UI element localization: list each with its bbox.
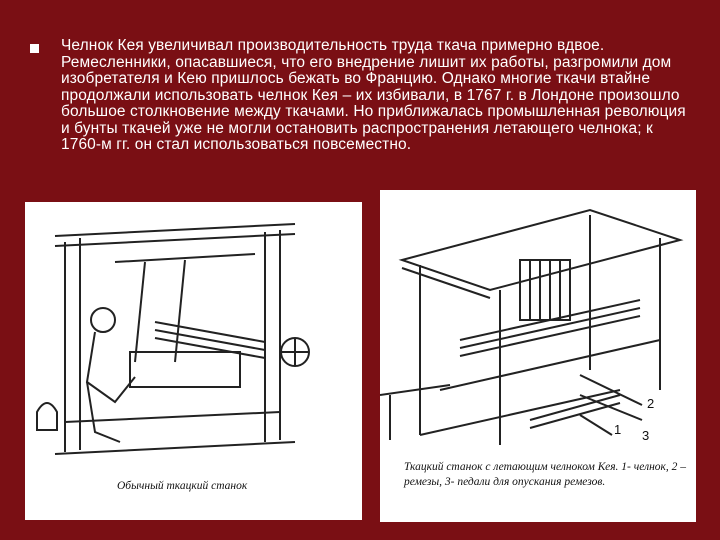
callout-3: 3: [642, 428, 650, 443]
flying-shuttle-loom-illustration: [380, 190, 696, 450]
kay-loom-figure: [380, 190, 696, 522]
callout-2: 2: [647, 396, 655, 411]
body-text: Челнок Кея увеличивал производительность труда ткача примерно вдвое. Ремесленники, опасавшиеся, что его внедрение лишит их работы, разгромили дом изобретателя и Кею пришлось бежать во Францию. Однако многие ткачи втайне продолжали использовать челнок Кея – их избивали, в 1767 г. в Лондоне произошло большое столкновение между ткачами. Но приближалась промышленная революция и бунты ткачей уже не могли остановить распространения летающего челнока; к 1760-м гг. он стал использоваться повсеместно.: [61, 37, 686, 153]
callout-1: 1: [614, 422, 622, 437]
ordinary-loom-illustration: [25, 202, 362, 520]
bullet-paragraph: [30, 38, 690, 154]
right-caption: Ткацкий станок с летающим челноком Кея. 1- челнок, 2 – ремезы, 3- педали для опускания ремезов.: [404, 461, 687, 488]
left-caption: Обычный ткацкий станок: [117, 480, 248, 492]
ordinary-loom-figure: [25, 202, 362, 520]
square-bullet-icon: [30, 44, 39, 53]
